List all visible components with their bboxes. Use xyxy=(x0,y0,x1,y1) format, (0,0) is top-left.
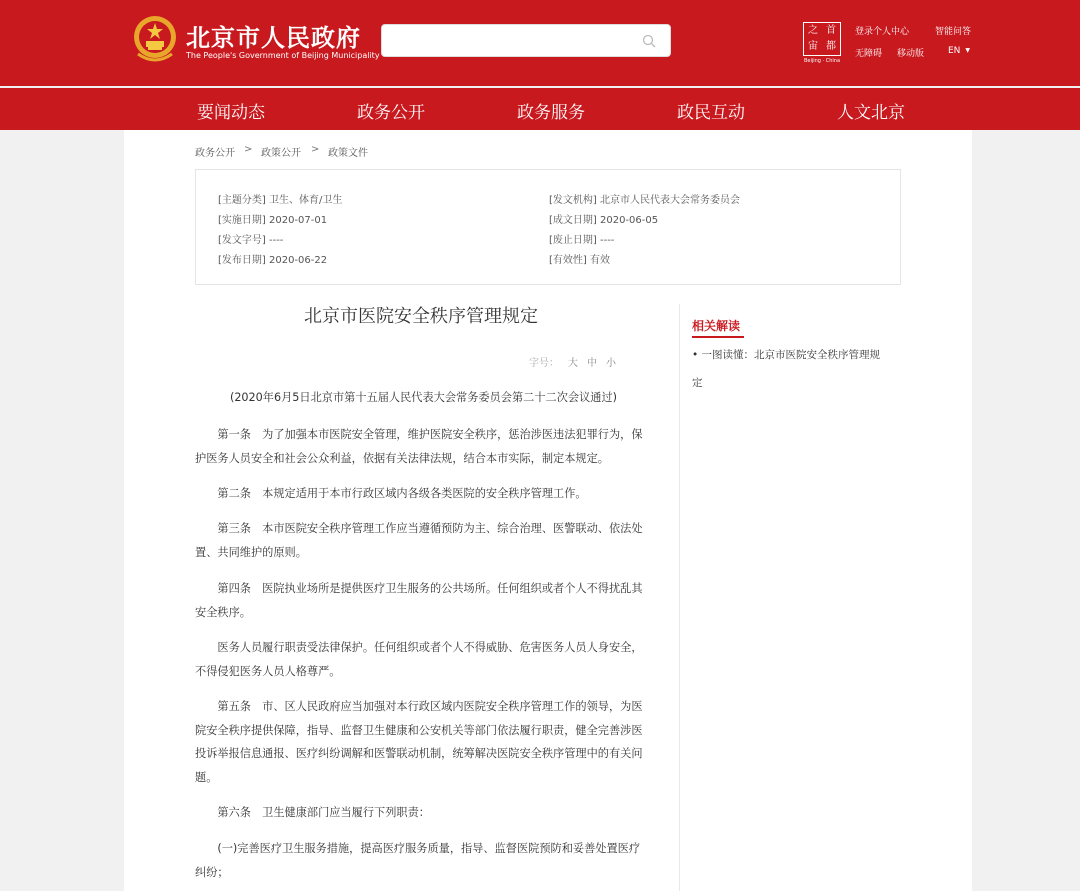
meta-publish-date: [发布日期] 2020-06-22 xyxy=(218,255,328,266)
paragraph-line: 不得侵犯医务人员人格尊严。 xyxy=(195,664,341,678)
article-paragraph xyxy=(195,482,652,506)
paragraph-line: 第六条 卫生健康部门应当履行下列职责： xyxy=(195,806,430,819)
search-input[interactable] xyxy=(381,24,671,57)
font-size-large-button[interactable]: 大 xyxy=(568,358,578,369)
paragraph-line: 纠纷； xyxy=(195,865,229,879)
sidebar-divider xyxy=(679,304,680,891)
main-nav xyxy=(0,88,1080,130)
paragraph-line: 第二条 本规定适用于本市行政区域内各级各类医院的安全秩序管理工作。 xyxy=(195,487,587,500)
caret-down-icon: ▼ xyxy=(965,47,971,54)
capital-logo-char: 之 xyxy=(808,25,818,36)
login-link[interactable]: 登录个人中心 xyxy=(855,27,910,37)
article-title: 北京市医院安全秩序管理规定 xyxy=(304,306,538,327)
meta-written-date: [成文日期] 2020-06-05 xyxy=(549,215,659,226)
paragraph-line: 第一条 为了加强本市医院安全管理，维护医院安全秩序，惩治涉医违法犯罪行为，保 xyxy=(195,428,643,441)
meta-topic: [主题分类] 卫生、体育/卫生 xyxy=(218,195,343,206)
breadcrumb-separator: > xyxy=(244,144,253,155)
article-paragraph xyxy=(195,801,652,825)
accessibility-link[interactable]: 无障碍 xyxy=(855,49,883,59)
meta-doc-number: [发文字号] ---- xyxy=(218,235,284,246)
article-paragraph xyxy=(195,517,652,564)
paragraph-line: 安全秩序。 xyxy=(195,605,251,619)
nav-gov-affairs[interactable]: 政务公开 xyxy=(357,103,425,123)
language-label: EN xyxy=(948,46,961,56)
font-size-medium-button[interactable]: 中 xyxy=(587,358,597,369)
paragraph-line: (一)完善医疗卫生服务措施，提高医疗服务质量，指导、监督医院预防和妥善处置医疗 xyxy=(195,842,641,855)
smart-qa-link[interactable]: 智能问答 xyxy=(935,27,972,37)
document-meta-box xyxy=(195,169,901,285)
article-paragraph xyxy=(195,636,652,683)
article-paragraph xyxy=(195,386,652,410)
meta-validity: [有效性] 有效 xyxy=(549,255,610,266)
meta-repeal-date: [废止日期] ---- xyxy=(549,235,615,246)
content-container xyxy=(124,130,972,891)
meta-effective-date: [实施日期] 2020-07-01 xyxy=(218,215,328,226)
site-header xyxy=(0,0,1080,86)
paragraph-line: 投诉举报信息通报、医疗纠纷调解和医警联动机制，统筹解决医院安全秩序管理中的有关问 xyxy=(195,747,643,760)
font-size-label: 字号： xyxy=(529,358,559,369)
breadcrumb-separator: > xyxy=(311,144,320,155)
paragraph-line: 院安全秩序提供保障，指导、监督卫生健康和公安机关等部门依法履行职责，健全完善涉医 xyxy=(195,723,643,737)
related-title: 相关解读 xyxy=(692,319,741,333)
breadcrumb-item[interactable]: 政务公开 xyxy=(195,148,235,159)
capital-logo-char: 首 xyxy=(826,25,836,36)
search-icon[interactable] xyxy=(642,34,656,48)
paragraph-line: (2020年6月5日北京市第十五届人民代表大会常务委员会第二十二次会议通过) xyxy=(229,391,618,404)
national-emblem-icon[interactable] xyxy=(132,14,178,64)
paragraph-line: 置、共同维护的原则。 xyxy=(195,545,307,559)
language-selector[interactable] xyxy=(948,46,970,56)
related-item[interactable] xyxy=(692,341,907,397)
mobile-version-link[interactable]: 移动版 xyxy=(897,49,925,59)
nav-gov-services[interactable]: 政务服务 xyxy=(517,103,585,123)
site-title[interactable]: 北京市人民政府 xyxy=(186,24,361,52)
paragraph-line: 医务人员履行职责受法律保护。任何组织或者个人不得威胁、危害医务人员人身安全， xyxy=(195,641,643,654)
paragraph-line: 护医务人员安全和社会公众利益，依据有关法律法规，结合本市实际，制定本规定。 xyxy=(195,451,609,465)
meta-issuer: [发文机构] 北京市人民代表大会常务委员会 xyxy=(549,195,740,206)
article-paragraph xyxy=(195,423,652,470)
nav-culture-beijing[interactable]: 人文北京 xyxy=(837,103,905,123)
breadcrumb-item[interactable]: 政策公开 xyxy=(261,148,301,159)
paragraph-line: 题。 xyxy=(195,770,218,784)
site-subtitle: The People's Government of Beijing Municipality xyxy=(186,51,380,60)
breadcrumb-item[interactable]: 政策文件 xyxy=(328,148,368,159)
font-size-small-button[interactable]: 小 xyxy=(606,358,616,369)
related-item-line: • 一图读懂：北京市医院安全秩序管理规 xyxy=(692,349,881,361)
related-title-underline xyxy=(692,336,744,338)
nav-news[interactable]: 要闻动态 xyxy=(197,103,265,123)
capital-logo-char: 都 xyxy=(826,41,836,52)
paragraph-line: 第五条 市、区人民政府应当加强对本行政区域内医院安全秩序管理工作的领导，为医 xyxy=(195,700,643,713)
article-paragraph xyxy=(195,837,652,884)
paragraph-line: 第四条 医院执业场所是提供医疗卫生服务的公共场所。任何组织或者个人不得扰乱其 xyxy=(195,582,643,595)
capital-logo-char: 宙 xyxy=(808,41,818,52)
paragraph-line: 第三条 本市医院安全秩序管理工作应当遵循预防为主、综合治理、医警联动、依法处 xyxy=(195,522,643,535)
article-paragraph xyxy=(195,577,652,624)
nav-interaction[interactable]: 政民互动 xyxy=(677,103,745,123)
capital-beijing-logo[interactable] xyxy=(803,22,841,64)
article-paragraph xyxy=(195,695,652,789)
capital-logo-caption: Beijing · China xyxy=(803,58,841,64)
related-item-line: 定 xyxy=(692,377,703,389)
